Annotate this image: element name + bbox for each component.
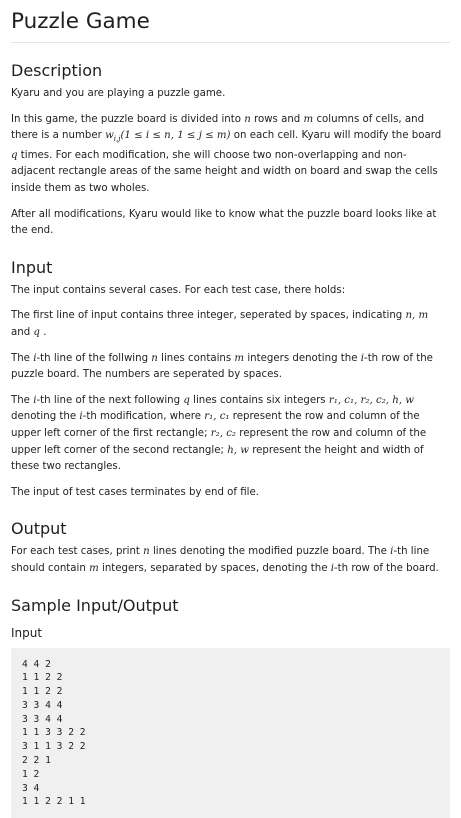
input-heading: Input	[11, 257, 53, 277]
code-line: 1 1 3 3 2 2	[22, 727, 86, 739]
description-paragraph-2: In this game, the puzzle board is divided into n rows and m columns of cells, and there is a number $w_{i,j}(1 \le i \le n$, 1 ≤ j ≤ m) on each cell. Kyaru will modify the board q times. For each modification, she will choose two non-overlapping and non-adjacent rectangle areas of the same height and width on board and swap the cells inside them as two wholes.	[11, 113, 442, 194]
code-line: 1 1 2 2	[22, 672, 63, 684]
input-paragraph-2: The first line of input contains three integer, seperated by spaces, indicating n, m and q .	[11, 310, 429, 338]
code-line: 4 4 2	[22, 658, 51, 670]
code-line: 1 1 2 2	[22, 686, 63, 698]
sample-input-label: Input	[11, 625, 43, 640]
output-paragraph-1: For each test cases, print n lines denoting the modified puzzle board. The i-th line should contain m integers, separated by spaces, denoting the i-th row of the board.	[11, 546, 439, 574]
code-line: 1 1 2 2 1 1	[22, 796, 86, 808]
description-paragraph-1: Kyaru and you are playing a puzzle game.	[11, 88, 226, 99]
page-title: Puzzle Game	[11, 9, 150, 34]
code-line: 3 3 4 4	[22, 699, 63, 711]
code-line: 3 4	[22, 782, 40, 794]
description-paragraph-3: After all modifications, Kyaru would like to know what the puzzle board looks like at the end.	[11, 208, 437, 237]
input-paragraph-3: The i-th line of the follwing n lines contains m integers denoting the i-th row of the puzzle board. The numbers are seperated by spaces.	[11, 352, 433, 381]
code-line: 1 2	[22, 768, 40, 780]
title-divider	[11, 42, 450, 43]
description-heading: Description	[11, 61, 103, 80]
input-paragraph-1: The input contains several cases. For each test case, there holds:	[11, 284, 346, 296]
output-heading: Output	[11, 519, 67, 539]
input-paragraph-4: The i-th line of the next following q lines contains six integers r₁, c₁, r₂, c₂, h, w denoting the i-th modification, where r₁, c₁ represent the row and column of the upper left corner of the first rectangle; r₂, c₂ represent the row and column of the upper left corner of the second rectangle; h, w represent the height and width of these two rectangles.	[11, 394, 427, 473]
input-paragraph-5: The input of test cases terminates by end of file.	[11, 486, 259, 498]
code-line: 2 2 1	[22, 755, 51, 767]
sample-input-code[interactable]	[11, 648, 450, 818]
code-line: 3 3 4 4	[22, 713, 63, 725]
code-line: 3 1 1 3 2 2	[22, 741, 86, 753]
sample-heading: Sample Input/Output	[11, 595, 179, 615]
